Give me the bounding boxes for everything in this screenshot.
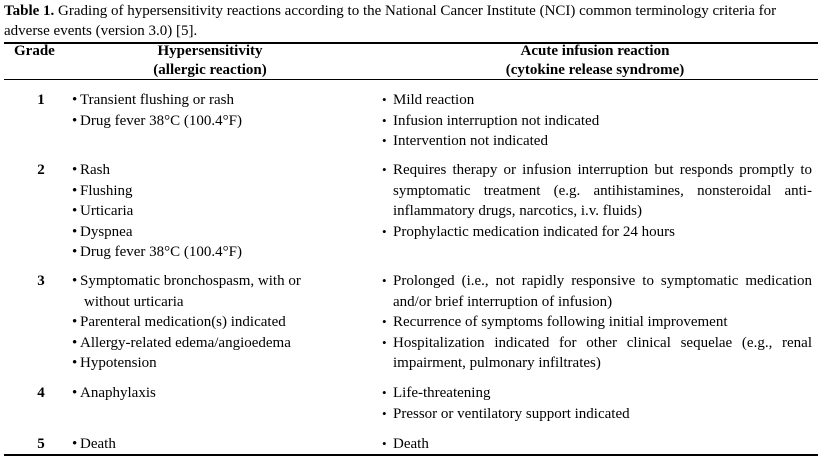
header-acute-line2: (cytokine release syndrome) [505,62,685,78]
list-item: • Parenteral medication(s) indicated [72,312,301,333]
acute-list-grade-4 [382,383,812,424]
header-rule [4,79,818,80]
header-hypersensitivity-line2: (allergic reaction) [153,62,267,78]
acute-list-grade-5 [382,434,812,455]
hypersensitivity-list-grade-2 [72,160,242,263]
header-hypersensitivity [110,42,310,80]
list-item: • Requires therapy or infusion interruption but responds promptly to symptomatic treatment (e.g. antihistamines, nonsteroidal anti-inflammatory drugs, narcotics, i.v. fluids) [382,160,812,222]
header-acute-infusion [470,42,720,80]
list-item: • Intervention not indicated [382,131,812,152]
caption-label: Table 1. [4,3,55,19]
hypersensitivity-list-grade-1 [72,90,242,131]
grade-4: 4 [37,385,45,401]
list-item: • Mild reaction [382,90,812,111]
header-acute-line1: Acute infusion reaction [520,43,670,59]
list-item: • Hospitalization indicated for other clinical sequelae (e.g., renal impairment, pulmonary infiltrates) [382,333,812,374]
list-item: • Drug fever 38°C (100.4°F) [72,242,242,263]
list-item: • Allergy-related edema/angioedema [72,333,301,354]
list-item: • Life-threatening [382,383,812,404]
hypersensitivity-list-grade-3 [72,271,301,374]
list-item: • Death [72,434,116,455]
list-item-continuation: without urticaria [84,293,184,310]
list-item: • Anaphylaxis [72,383,156,404]
acute-list-grade-2 [382,160,812,242]
list-item: • Prolonged (i.e., not rapidly responsive to symptomatic medication and/or brief interruption of infusion) [382,271,812,312]
header-grade: Grade [14,43,55,59]
table-caption [4,1,818,41]
list-item: • Urticaria [72,201,242,222]
grade-3: 3 [37,273,45,289]
grade-1: 1 [37,92,45,108]
caption-text: Grading of hypersensitivity reactions according to the National Cancer Institute (NCI) common terminology criteria for adverse events (version 3.0) [5]. [4,3,777,39]
list-item: • Prophylactic medication indicated for 24 hours [382,222,812,243]
list-item: • Dyspnea [72,222,242,243]
list-item: • Death [382,434,812,455]
list-item [72,271,301,312]
list-item: • Flushing [72,181,242,202]
acute-list-grade-1 [382,90,812,152]
acute-list-grade-3 [382,271,812,374]
list-item: • Transient flushing or rash [72,90,242,111]
list-item: • Drug fever 38°C (100.4°F) [72,111,242,132]
header-hypersensitivity-line1: Hypersensitivity [157,43,263,59]
bottom-rule [4,454,818,456]
list-item: • Recurrence of symptoms following initial improvement [382,312,812,333]
list-item-text: Symptomatic bronchospasm, with or [80,273,301,289]
grade-2: 2 [37,162,45,178]
list-item: • Pressor or ventilatory support indicated [382,404,812,425]
grade-5: 5 [37,436,45,452]
list-item: • Rash [72,160,242,181]
list-item: • Hypotension [72,353,301,374]
hypersensitivity-list-grade-5 [72,434,116,455]
hypersensitivity-list-grade-4 [72,383,156,404]
list-item: • Infusion interruption not indicated [382,111,812,132]
